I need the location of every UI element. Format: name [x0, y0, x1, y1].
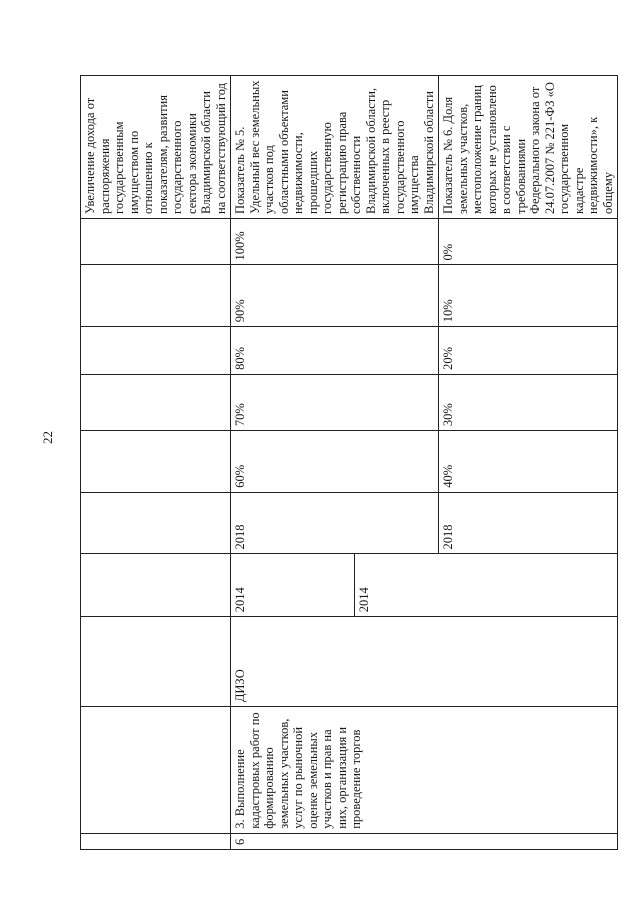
cell-action-empty	[81, 707, 231, 834]
value-2015: 70%	[233, 403, 247, 427]
year-start-cell	[231, 554, 618, 617]
value-2014: 60%	[233, 464, 247, 488]
value-cell	[231, 218, 439, 265]
year-start-text: 2014	[233, 587, 247, 613]
value-2017: 90%	[233, 299, 247, 323]
year-end-cell	[439, 492, 618, 554]
value-cell	[231, 327, 439, 375]
value-cell	[439, 374, 618, 430]
value-cell	[439, 327, 618, 375]
value-2018: 100%	[233, 231, 247, 261]
year-end-sub-text: 2018	[441, 524, 455, 550]
indicator-text-5: Показатель № 5. Удельный вес земельных участков под областными объектами недвижимости, прошедших государственную регистрацию права собственности Владимирской области, включенных в реестр государственного имущества Владимирской области	[233, 80, 436, 214]
value-sub-2018: 0%	[441, 243, 455, 261]
value-sub-2014: 40%	[441, 464, 455, 488]
indicator-text-income: Увеличение дохода от распоряжения государственным имуществом по отношению к показателям, развития государственного сектора экономики Владимирской области на соответствующий год	[83, 82, 228, 214]
action-text: 3. Выполнение кадастровых работ по формированию земельных участков, услуг по рыночной оценке земельных участков и прав на них, организация и проведение торгов	[233, 712, 363, 829]
table-row	[231, 76, 439, 850]
row-number: 6	[233, 838, 247, 845]
cell-value-empty	[81, 431, 231, 493]
indicator-cell	[231, 76, 439, 219]
value-sub-2016: 20%	[441, 346, 455, 370]
action-cell	[231, 707, 618, 834]
value-2016: 80%	[233, 346, 247, 370]
cell-num-empty	[81, 833, 231, 849]
value-cell	[231, 374, 439, 430]
indicator-text-6: Показатель № 6. Доля земельных участков, местоположение границ которых не установлено в соответствии с требованиями Федерального закона от 24.07.2007 № 221-ФЗ «О государственном кадастре недвижимости», к общему	[441, 82, 615, 214]
cell-executor-empty	[81, 617, 231, 707]
program-measures-table	[80, 75, 618, 850]
cell-value-empty	[81, 327, 231, 375]
indicator-cell	[81, 76, 231, 219]
value-cell	[231, 265, 439, 327]
row-number-cell	[231, 833, 618, 849]
value-cell	[231, 431, 439, 493]
cell-value-empty	[81, 374, 231, 430]
year-start-main	[231, 555, 354, 617]
cell-year-end-empty	[81, 492, 231, 554]
year-end-text: 2018	[233, 524, 247, 550]
year-start-sub	[354, 555, 419, 617]
year-end-cell	[231, 492, 439, 554]
value-cell	[439, 431, 618, 493]
executor-cell	[231, 617, 618, 707]
table-row	[81, 76, 231, 850]
value-cell	[439, 265, 618, 327]
value-cell	[439, 218, 618, 265]
rotated-table-stage	[80, 75, 615, 850]
cell-value-empty	[81, 265, 231, 327]
indicator-cell	[439, 76, 618, 219]
year-start-sub-text: 2014	[357, 587, 371, 613]
cell-year-start-empty	[81, 554, 231, 617]
value-sub-2017: 10%	[441, 299, 455, 323]
value-sub-2015: 30%	[441, 403, 455, 427]
executor-text: ДИЗО	[233, 669, 247, 703]
page-number: 22	[40, 431, 55, 444]
cell-value-empty	[81, 218, 231, 265]
